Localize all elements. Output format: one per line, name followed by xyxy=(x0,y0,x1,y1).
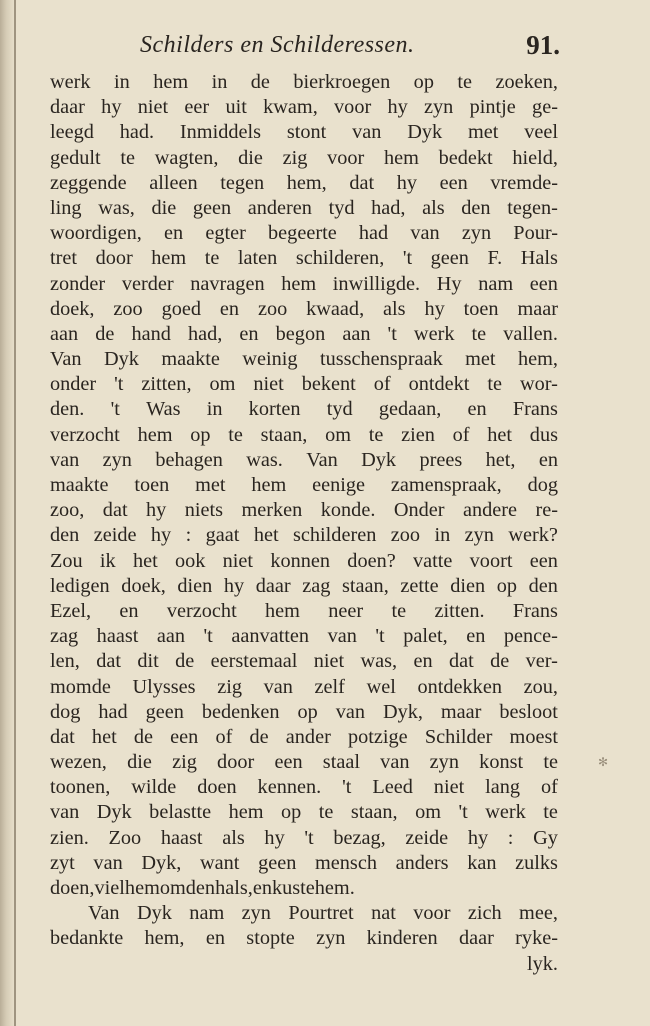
page-edge xyxy=(0,0,14,1026)
text-line: den. 't Was in korten tyd gedaan, en Frans xyxy=(50,398,558,421)
text-line: aan de hand had, en begon aan 't werk te vallen. xyxy=(50,322,558,345)
text-line: lyk. xyxy=(527,952,558,975)
text-line: daar hy niet eer uit kwam, voor hy zyn pintje ge- xyxy=(50,96,558,119)
text-line: doek, zoo goed en zoo kwaad, als hy toen maar xyxy=(50,297,558,320)
text-line: den zeide hy : gaat het schilderen zoo in zyn werk? xyxy=(50,524,558,547)
text-line: dog had geen bedenken op van Dyk, maar besloot xyxy=(50,700,558,723)
text-line: Van Dyk nam zyn Pourtret nat voor zich mee, xyxy=(88,902,558,925)
text-line: van Dyk belastte hem op te staan, om 't werk te xyxy=(50,801,558,824)
text-line: ling was, die geen anderen tyd had, als den tegen- xyxy=(50,196,558,219)
text-line: maakte toen met hem eenige zamenspraak, dog xyxy=(50,474,558,496)
text-line: zoo, dat hy niets merken konde. Onder andere re- xyxy=(50,499,558,522)
text-line: ledigen doek, dien hy daar zag staan, zette dien op den xyxy=(50,574,558,597)
text-line: len, dat dit de eerstemaal niet was, en dat de ver- xyxy=(50,650,558,673)
text-line: zonder verder navragen hem inwilligde. Hy nam een xyxy=(50,272,558,295)
text-line: tret door hem te laten schilderen, 't geen F. Hals xyxy=(50,247,558,270)
margin-mark: ✻ xyxy=(598,755,609,769)
text-line: Zou ik het ook niet konnen doen? vatte voort een xyxy=(50,549,558,572)
running-title: Schilders en Schilderessen. xyxy=(140,32,415,58)
text-line: woordigen, en egter begeerte had van zyn Pour- xyxy=(50,222,558,245)
text-line: wezen, die zig door een staal van zyn konst te xyxy=(50,751,558,774)
body-text xyxy=(50,70,558,977)
text-line: Ezel, en verzocht hem neer te zitten. Frans xyxy=(50,599,558,622)
text-line: zeggende alleen tegen hem, dat hy een vremde- xyxy=(50,171,558,194)
text-line: van zyn behagen was. Van Dyk prees het, en xyxy=(50,448,558,471)
text-line: zag haast aan 't aanvatten van 't palet, en pence- xyxy=(50,625,558,648)
text-line: bedankte hem, en stopte zyn kinderen daar ryke- xyxy=(50,927,558,950)
text-line: gedult te wagten, die zig voor hem bedekt hield, xyxy=(50,146,558,169)
text-line: zyt van Dyk, want geen mensch anders kan zulks xyxy=(50,851,558,874)
text-line: dat het de een of de ander potzige Schilder moest xyxy=(50,725,558,748)
text-line: werk in hem in de bierkroegen op te zoeken, xyxy=(50,71,558,93)
page-gutter-line xyxy=(14,0,16,1026)
page-header xyxy=(140,30,560,66)
text-line: momde Ulysses zig van zelf wel ontdekken zou, xyxy=(50,675,558,698)
text-line: leegd had. Inmiddels stont van Dyk met veel xyxy=(50,121,558,144)
text-line: verzocht hem op te staan, om te zien of het dus xyxy=(50,423,558,446)
text-line: zien. Zoo haast als hy 't bezag, zeide hy : Gy xyxy=(50,826,558,849)
text-line: doen, viel hem om den hals, en kuste hem. xyxy=(50,877,355,899)
text-line: toonen, wilde doen kennen. 't Leed niet lang of xyxy=(50,776,558,799)
text-line: onder 't zitten, om niet bekent of ontdekt te wor- xyxy=(50,373,558,396)
text-line: Van Dyk maakte weinig tusschenspraak met hem, xyxy=(50,348,558,371)
page-number: 91. xyxy=(526,30,560,60)
